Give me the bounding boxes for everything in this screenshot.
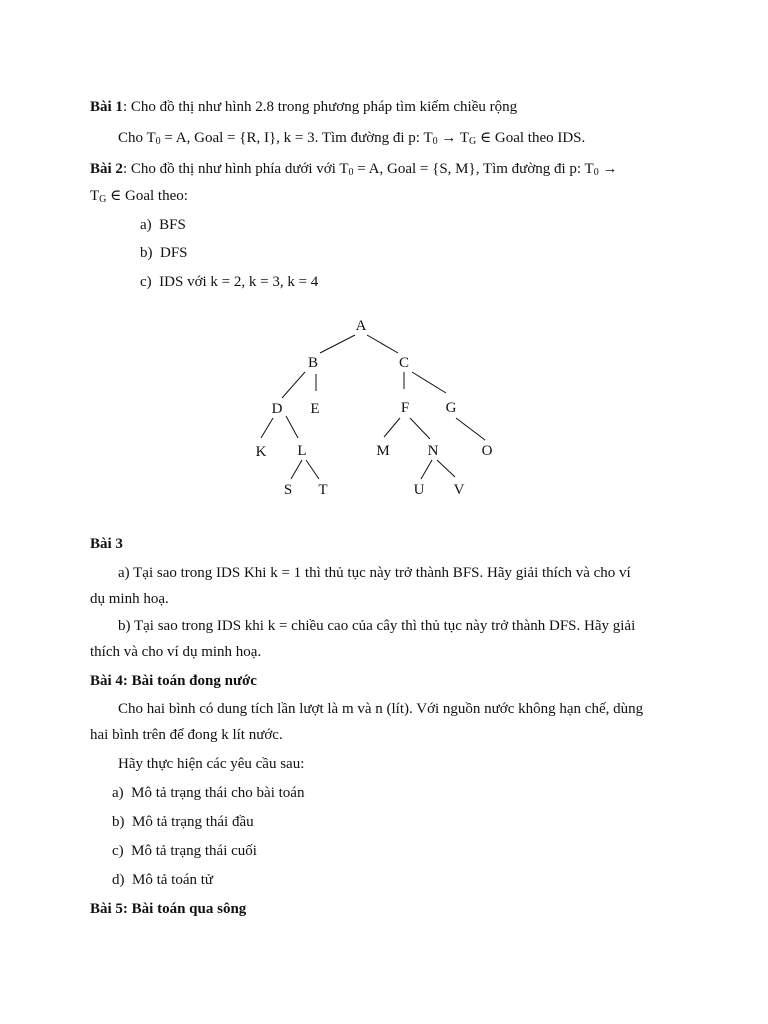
bai4-p1-line1: Cho hai bình có dung tích lần lượt là m và n (lít). Với nguồn nước không hạn chế, dùng bbox=[118, 701, 644, 717]
tree-node-o: O bbox=[481, 443, 493, 459]
tree-edge-l-s bbox=[291, 460, 302, 479]
tree-edge-g-o bbox=[456, 418, 485, 440]
bai4-item bbox=[112, 841, 257, 861]
bai4-p1-line2: hai bình trên để đong k lít nước. bbox=[90, 727, 283, 743]
bai4-item-text: Mô tả toán tử bbox=[132, 872, 214, 888]
tree-edge-a-b bbox=[320, 335, 355, 353]
tree-edge-n-u bbox=[421, 460, 432, 479]
bai1-line2-sub1: 0 bbox=[155, 136, 161, 147]
bai2-line1-b: = A, Goal = {S, M}, Tìm đường đi p: T bbox=[353, 161, 594, 177]
tree-node-e: E bbox=[310, 401, 320, 417]
bai4-label: Bài 4: Bài toán đong nước bbox=[90, 673, 257, 689]
tree-node-m: M bbox=[376, 443, 390, 459]
bai2-label: Bài 2 bbox=[90, 161, 123, 177]
tree-node-s: S bbox=[283, 482, 293, 498]
tree-node-n: N bbox=[427, 443, 439, 459]
bai2-line1-sub1: 0 bbox=[348, 167, 354, 178]
tree-nodes bbox=[256, 318, 493, 498]
tree-edge-d-l bbox=[286, 416, 298, 438]
bai2-line2-a: T bbox=[90, 188, 100, 204]
bai1-line2-b: = A, Goal = {R, I}, k = 3. Tìm đường đi p: T bbox=[160, 130, 433, 146]
bai2-line1-c: → bbox=[598, 161, 618, 177]
bai3-a-line1: a) Tại sao trong IDS Khi k = 1 thì thủ tục này trở thành BFS. Hãy giải thích và cho ví bbox=[118, 565, 631, 581]
tree-node-f: F bbox=[400, 400, 410, 416]
bai2-line1-a: : Cho đồ thị như hình phía dưới với T bbox=[122, 161, 349, 177]
bai3-b-line2: thích và cho ví dụ minh hoạ. bbox=[90, 644, 262, 660]
tree-node-b: B bbox=[307, 355, 319, 371]
bai4-p2: Hãy thực hiện các yêu cầu sau: bbox=[118, 756, 305, 772]
tree-node-l: L bbox=[297, 443, 307, 459]
bai3-b-line1: b) Tại sao trong IDS khi k = chiều cao của cây thì thủ tục này trở thành DFS. Hãy giải bbox=[118, 618, 636, 634]
tree-node-k: K bbox=[255, 444, 267, 460]
bai4-item bbox=[112, 783, 304, 803]
tree-edge-f-m bbox=[384, 418, 400, 437]
tree-edge-b-d bbox=[282, 372, 305, 398]
tree-node-t: T bbox=[318, 482, 328, 498]
bai4-item bbox=[112, 812, 254, 832]
bai4-item-marker: d) bbox=[112, 872, 125, 888]
bai4-item bbox=[112, 870, 213, 890]
bai2-item-marker: a) bbox=[140, 217, 152, 233]
bai2-item-marker: b) bbox=[140, 245, 153, 261]
tree-edge-l-t bbox=[306, 460, 319, 479]
bai1-line2-sub2: 0 bbox=[432, 136, 438, 147]
bai4-item-marker: a) bbox=[112, 785, 124, 801]
tree-node-g: G bbox=[445, 400, 457, 416]
bai4-item-text: Mô tả trạng thái cuối bbox=[131, 843, 257, 859]
bai4-item-marker: c) bbox=[112, 843, 124, 859]
tree-edge-n-v bbox=[437, 460, 455, 477]
bai3-a-line2: dụ minh hoạ. bbox=[90, 591, 169, 607]
bai1-line2-d: ∈ Goal theo IDS. bbox=[476, 130, 586, 146]
bai2-item-text: IDS với k = 2, k = 3, k = 4 bbox=[159, 274, 319, 290]
tree-edge-d-k bbox=[261, 418, 273, 438]
tree-edge-a-c bbox=[367, 335, 398, 353]
tree-node-a: A bbox=[355, 318, 367, 334]
bai2-item-text: BFS bbox=[159, 217, 186, 233]
bai5-label: Bài 5: Bài toán qua sông bbox=[90, 901, 247, 917]
bai2-line1-sub2: 0 bbox=[593, 167, 599, 178]
bai2-item-marker: c) bbox=[140, 274, 152, 290]
bai1-text: : Cho đồ thị như hình 2.8 trong phương pháp tìm kiếm chiều rộng bbox=[122, 99, 518, 115]
bai2-item-text: DFS bbox=[160, 245, 188, 261]
bai3-label: Bài 3 bbox=[90, 536, 123, 552]
tree-node-d: D bbox=[271, 401, 283, 417]
tree-node-c: C bbox=[398, 355, 410, 371]
bai1-line2-sub3: G bbox=[469, 136, 477, 147]
tree-edge-c-g bbox=[412, 372, 446, 393]
bai1-line2-c: → T bbox=[437, 130, 470, 146]
bai4-item-text: Mô tả trạng thái đầu bbox=[132, 814, 254, 830]
bai1-label: Bài 1 bbox=[90, 99, 123, 115]
bai2-line2-b: ∈ Goal theo: bbox=[106, 188, 188, 204]
tree-node-u: U bbox=[413, 482, 425, 498]
bai4-item-text: Mô tả trạng thái cho bài toán bbox=[131, 785, 305, 801]
bai4-item-marker: b) bbox=[112, 814, 125, 830]
bai2-line2-sub1: G bbox=[99, 194, 107, 205]
bai1-line2-a: Cho T bbox=[118, 130, 156, 146]
tree-node-v: V bbox=[453, 482, 465, 498]
tree-edge-f-n bbox=[410, 418, 430, 439]
